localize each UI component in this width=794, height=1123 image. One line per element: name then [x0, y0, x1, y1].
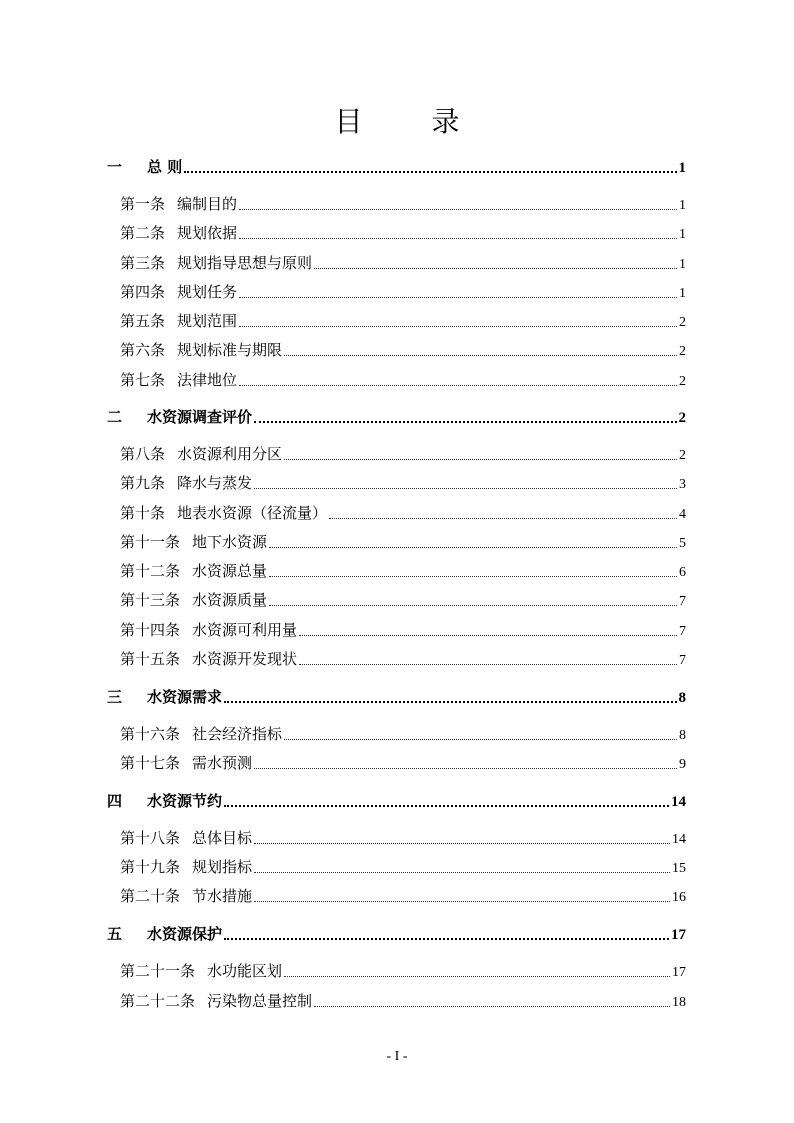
toc-entry-title: 水资源总量: [192, 562, 268, 580]
toc-entry-number: 第十五条: [120, 650, 181, 668]
toc-entry-page: 9: [679, 757, 686, 772]
toc-entry-page: 14: [672, 832, 686, 847]
toc-entry-number: 第二十二条: [120, 992, 196, 1010]
toc-article-entry[interactable]: [120, 560, 686, 581]
dot-leader: [314, 1006, 670, 1007]
toc-chapter-entry[interactable]: [107, 923, 686, 944]
toc-entry-title: 社会经济指标: [192, 725, 283, 743]
toc-entry-page: 17: [671, 927, 686, 943]
toc-entry-page: 16: [672, 890, 686, 905]
toc-entry-title: 水资源可利用量: [192, 621, 298, 639]
toc-entry-page: 2: [679, 315, 686, 330]
toc-entry-page: 2: [679, 344, 686, 359]
toc-article-entry[interactable]: [120, 193, 686, 214]
dot-leader: [254, 488, 677, 489]
dot-leader: [239, 238, 677, 239]
toc-entry-page: 1: [679, 198, 686, 213]
toc-entry-number: 第四条: [120, 283, 166, 301]
dot-leader: [299, 635, 677, 636]
toc-entry-title: 需水预测: [192, 754, 253, 772]
toc-article-entry[interactable]: [120, 589, 686, 610]
toc-entry-title: 法律地位: [177, 371, 238, 389]
toc-entry-title: 编制目的: [177, 195, 238, 213]
toc-entry-number: 第三条: [120, 254, 166, 272]
toc-entry-number: 第二十一条: [120, 962, 196, 980]
toc-entry-page: 1: [679, 286, 686, 301]
toc-entry-page: 7: [679, 594, 686, 609]
toc-entry-page: 8: [679, 728, 686, 743]
page-number-footer: - I -: [386, 1049, 408, 1064]
toc-entry-page: 5: [679, 536, 686, 551]
toc-entry-number: 三: [107, 688, 123, 706]
toc-entry-title: 水资源需求: [147, 688, 223, 706]
toc-entry-title: 地下水资源: [192, 533, 268, 551]
toc-entry-number: 第十七条: [120, 754, 181, 772]
dot-leader: [299, 664, 677, 665]
dot-leader: [239, 209, 677, 210]
dot-leader: [284, 739, 677, 740]
toc-entry-number: 第十一条: [120, 533, 181, 551]
toc-article-entry[interactable]: [120, 472, 686, 493]
toc-entry-title: 污染物总量控制: [207, 992, 313, 1010]
toc-entry-title: 规划任务: [177, 283, 238, 301]
toc-entry-page: 2: [678, 410, 686, 426]
toc-entry-title: 降水与蒸发: [177, 474, 253, 492]
dot-leader: [254, 843, 670, 844]
toc-entry-number: 第七条: [120, 371, 166, 389]
toc-entry-number: 第十八条: [120, 829, 181, 847]
toc-article-entry[interactable]: [120, 339, 686, 360]
toc-entry-title: 水资源开发现状: [192, 650, 298, 668]
toc-article-entry[interactable]: [120, 752, 686, 773]
toc-entry-number: 第十四条: [120, 621, 181, 639]
toc-entry-title: 规划指标: [192, 858, 253, 876]
dot-leader: [224, 805, 669, 807]
toc-article-entry[interactable]: [120, 960, 686, 981]
toc-entry-page: 15: [672, 861, 686, 876]
dot-leader: [329, 518, 677, 519]
toc-entry-number: 第二十条: [120, 887, 181, 905]
toc-chapter-entry[interactable]: [107, 686, 686, 707]
toc-article-entry[interactable]: [120, 531, 686, 552]
dot-leader: [269, 605, 677, 606]
toc-article-entry[interactable]: [120, 252, 686, 273]
toc-entry-number: 第十条: [120, 504, 166, 522]
toc-article-entry[interactable]: [120, 443, 686, 464]
toc-entry-number: 第六条: [120, 341, 166, 359]
toc-entry-title: 水资源保护: [147, 925, 223, 943]
toc-entry-page: 1: [679, 227, 686, 242]
toc-entry-title: 水资源调查评价: [147, 408, 253, 426]
toc-article-entry[interactable]: [120, 222, 686, 243]
toc-article-entry[interactable]: [120, 990, 686, 1011]
toc-entry-number: 第十九条: [120, 858, 181, 876]
toc-article-entry[interactable]: [120, 310, 686, 331]
toc-entry-title: 水资源节约: [147, 792, 223, 810]
toc-entry-page: 1: [679, 257, 686, 272]
dot-leader: [254, 421, 676, 423]
toc-chapter-entry[interactable]: [107, 406, 686, 427]
toc-entry-page: 4: [679, 507, 686, 522]
toc-chapter-entry[interactable]: [107, 790, 686, 811]
toc-entry-title: 规划标准与期限: [177, 341, 283, 359]
dot-leader: [269, 576, 677, 577]
toc-entry-page: 14: [671, 794, 686, 810]
toc-entry-title: 总体目标: [192, 829, 253, 847]
toc-entry-title: 规划依据: [177, 224, 238, 242]
dot-leader: [254, 768, 677, 769]
toc-entry-page: 17: [672, 965, 686, 980]
toc-entry-title: 水资源质量: [192, 591, 268, 609]
toc-entry-page: 2: [679, 374, 686, 389]
toc-entry-number: 第二条: [120, 224, 166, 242]
page-title: 目 录: [334, 105, 490, 138]
toc-article-entry[interactable]: [120, 856, 686, 877]
dot-leader: [284, 459, 677, 460]
dot-leader: [284, 355, 677, 356]
toc-article-entry[interactable]: [120, 648, 686, 669]
toc-article-entry[interactable]: [120, 502, 686, 523]
dot-leader: [239, 326, 677, 327]
toc-entry-page: 3: [679, 477, 686, 492]
toc-entry-number: 第五条: [120, 312, 166, 330]
toc-article-entry[interactable]: [120, 619, 686, 640]
toc-entry-title: 规划指导思想与原则: [177, 254, 313, 272]
toc-entry-title: 总 则: [147, 158, 183, 176]
dot-leader: [224, 701, 676, 703]
dot-leader: [239, 297, 677, 298]
dot-leader: [254, 872, 670, 873]
toc-article-entry[interactable]: [120, 369, 686, 390]
toc-entry-number: 第一条: [120, 195, 166, 213]
toc-entry-page: 7: [679, 653, 686, 668]
toc-entry-page: 1: [678, 160, 686, 176]
dot-leader: [254, 901, 670, 902]
toc-entry-number: 第十六条: [120, 725, 181, 743]
toc-entry-page: 7: [679, 624, 686, 639]
toc-entry-page: 6: [679, 565, 686, 580]
toc-entry-number: 四: [107, 792, 123, 810]
toc-article-entry[interactable]: [120, 281, 686, 302]
dot-leader: [184, 171, 676, 173]
toc-entry-page: 8: [678, 690, 686, 706]
toc-entry-number: 第九条: [120, 474, 166, 492]
toc-entry-number: 二: [107, 408, 123, 426]
dot-leader: [224, 938, 669, 940]
toc-article-entry[interactable]: [120, 827, 686, 848]
toc-entry-number: 五: [107, 925, 123, 943]
dot-leader: [314, 268, 677, 269]
toc-entry-number: 第十二条: [120, 562, 181, 580]
toc-entry-page: 2: [679, 448, 686, 463]
toc-article-entry[interactable]: [120, 885, 686, 906]
toc-entry-title: 节水措施: [192, 887, 253, 905]
toc-chapter-entry[interactable]: [107, 156, 686, 177]
dot-leader: [269, 547, 677, 548]
dot-leader: [239, 385, 677, 386]
toc-entry-title: 水功能区划: [207, 962, 283, 980]
toc-entry-number: 第八条: [120, 445, 166, 463]
toc-entry-title: 地表水资源（径流量）: [177, 504, 328, 522]
toc-entry-number: 一: [107, 158, 123, 176]
toc-entry-number: 第十三条: [120, 591, 181, 609]
toc-entry-title: 规划范围: [177, 312, 238, 330]
dot-leader: [284, 976, 670, 977]
toc-entry-title: 水资源利用分区: [177, 445, 283, 463]
toc-article-entry[interactable]: [120, 723, 686, 744]
toc-entry-page: 18: [672, 995, 686, 1010]
